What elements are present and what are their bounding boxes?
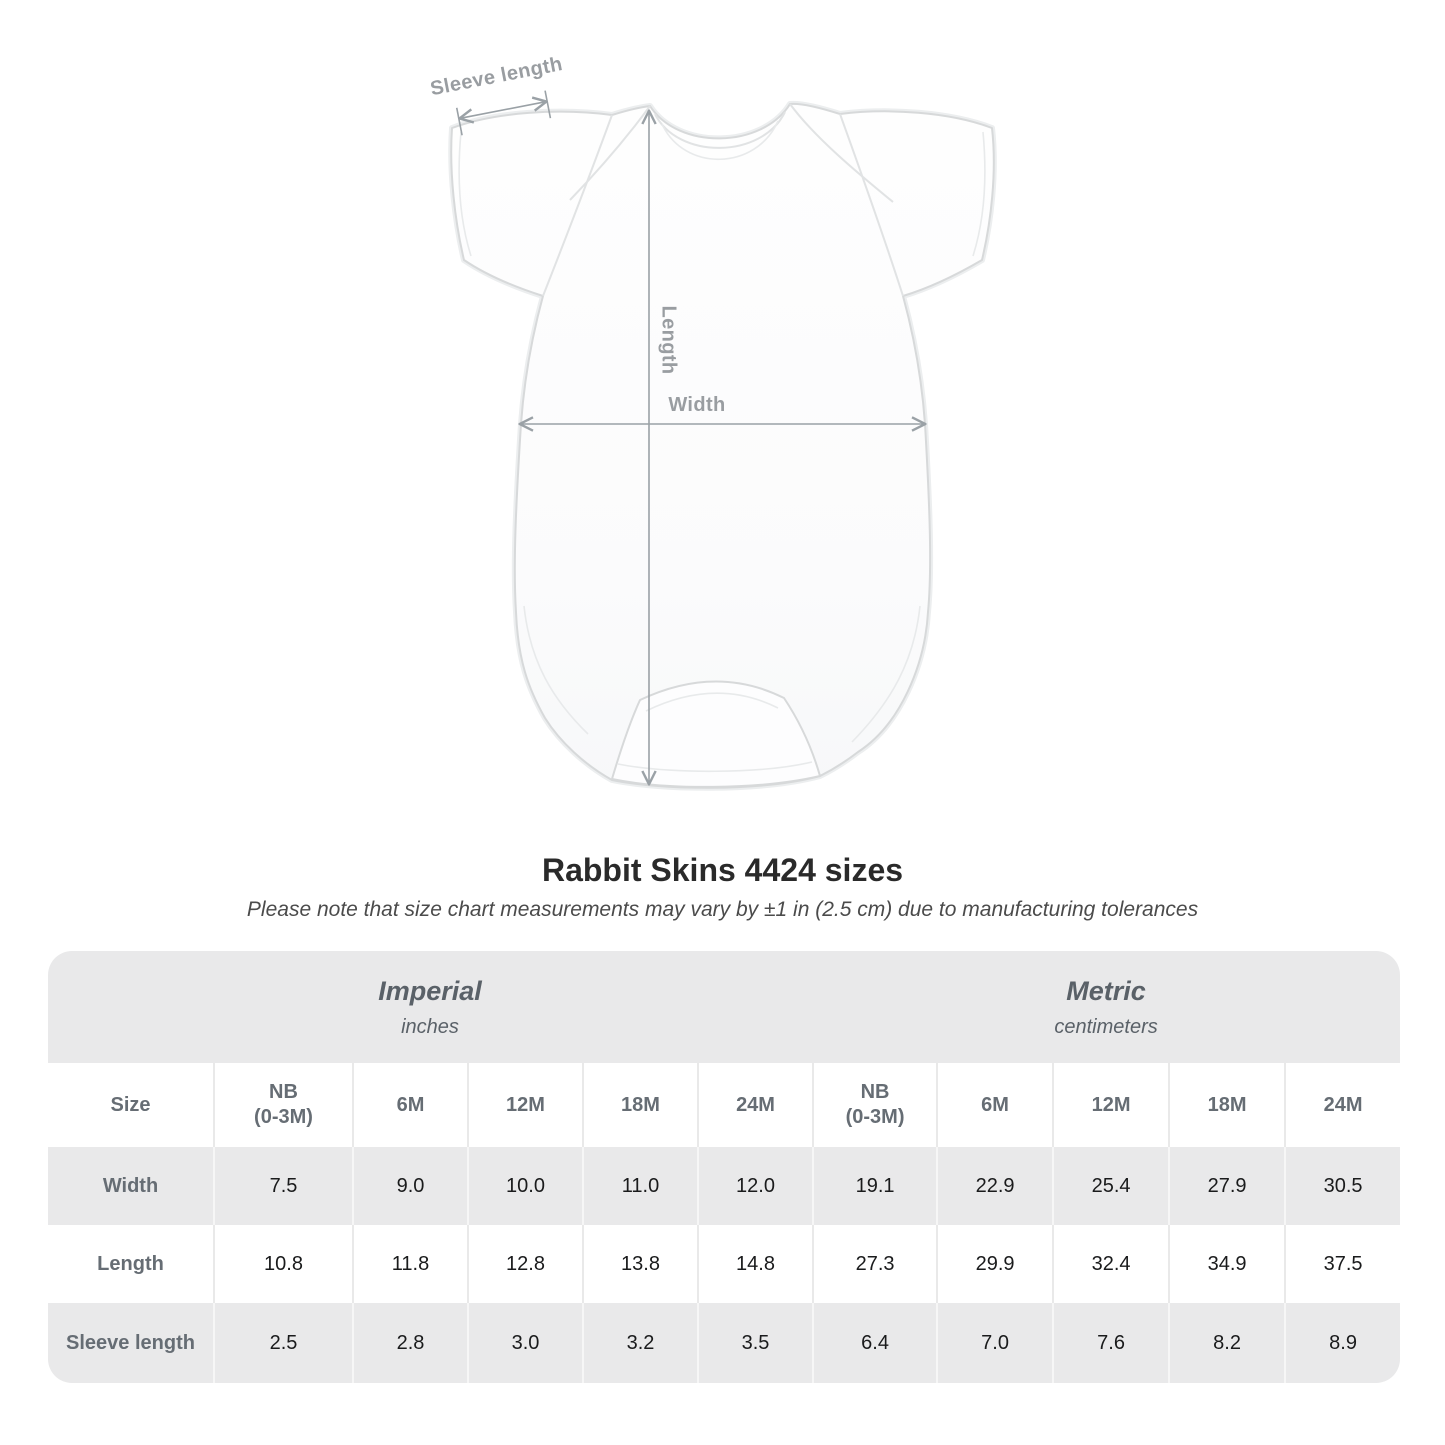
cell: 19.1 <box>812 1147 936 1225</box>
metric-group-header <box>812 951 1400 1063</box>
table-row-sleeve-length <box>48 1303 1400 1383</box>
cell: 7.5 <box>213 1147 352 1225</box>
col-header-18m-metric: 18M <box>1168 1063 1284 1147</box>
length-label: Length <box>657 305 680 375</box>
cell: 13.8 <box>582 1225 697 1303</box>
cell: 29.9 <box>936 1225 1052 1303</box>
title-block <box>0 852 1445 922</box>
metric-label: Metric <box>1066 975 1146 1006</box>
cell: 37.5 <box>1284 1225 1400 1303</box>
page-subtitle: Please note that size chart measurements may vary by ±1 in (2.5 cm) due to manufacturing tolerances <box>246 898 1199 921</box>
cell: 7.0 <box>936 1303 1052 1383</box>
cell: 27.9 <box>1168 1147 1284 1225</box>
cell: 12.0 <box>697 1147 812 1225</box>
cell: 6.4 <box>812 1303 936 1383</box>
col-header-24m-imperial: 24M <box>697 1063 812 1147</box>
cell: 8.9 <box>1284 1303 1400 1383</box>
row-label: Sleeve length <box>48 1303 213 1383</box>
cell: 3.5 <box>697 1303 812 1383</box>
unit-group-header-row <box>48 951 1400 1063</box>
imperial-unit: inches <box>401 1015 459 1038</box>
col-header-12m-imperial: 12M <box>467 1063 582 1147</box>
cell: 3.0 <box>467 1303 582 1383</box>
sleeve-length-label: Sleeve length <box>428 53 565 101</box>
col-header-nb-imperial: NB (0-3M) <box>213 1063 352 1147</box>
imperial-label: Imperial <box>378 975 482 1006</box>
row-label: Width <box>48 1147 213 1225</box>
cell: 3.2 <box>582 1303 697 1383</box>
col-header-12m-metric: 12M <box>1052 1063 1168 1147</box>
cell: 2.5 <box>213 1303 352 1383</box>
cell: 10.0 <box>467 1147 582 1225</box>
cell: 10.8 <box>213 1225 352 1303</box>
col-header-6m-metric: 6M <box>936 1063 1052 1147</box>
cell: 27.3 <box>812 1225 936 1303</box>
col-header-18m-imperial: 18M <box>582 1063 697 1147</box>
cell: 34.9 <box>1168 1225 1284 1303</box>
cell: 32.4 <box>1052 1225 1168 1303</box>
cell: 9.0 <box>352 1147 467 1225</box>
cell: 7.6 <box>1052 1303 1168 1383</box>
row-label: Length <box>48 1225 213 1303</box>
cell: 8.2 <box>1168 1303 1284 1383</box>
cell: 30.5 <box>1284 1147 1400 1225</box>
imperial-group-header <box>48 951 812 1063</box>
cell: 12.8 <box>467 1225 582 1303</box>
cell: 14.8 <box>697 1225 812 1303</box>
width-label: Width <box>668 394 726 416</box>
cell: 22.9 <box>936 1147 1052 1225</box>
size-header-row <box>48 1063 1400 1147</box>
page-title: Rabbit Skins 4424 sizes <box>541 852 904 888</box>
size-table <box>48 951 1400 1383</box>
table-row-width <box>48 1147 1400 1225</box>
metric-unit: centimeters <box>1054 1015 1158 1038</box>
size-header-label: Size <box>48 1063 213 1147</box>
cell: 25.4 <box>1052 1147 1168 1225</box>
cell: 11.8 <box>352 1225 467 1303</box>
col-header-6m-imperial: 6M <box>352 1063 467 1147</box>
cell: 11.0 <box>582 1147 697 1225</box>
table-row-length <box>48 1225 1400 1303</box>
col-header-24m-metric: 24M <box>1284 1063 1400 1147</box>
bodysuit-illustration <box>451 104 994 788</box>
col-header-nb-metric: NB (0-3M) <box>812 1063 936 1147</box>
cell: 2.8 <box>352 1303 467 1383</box>
